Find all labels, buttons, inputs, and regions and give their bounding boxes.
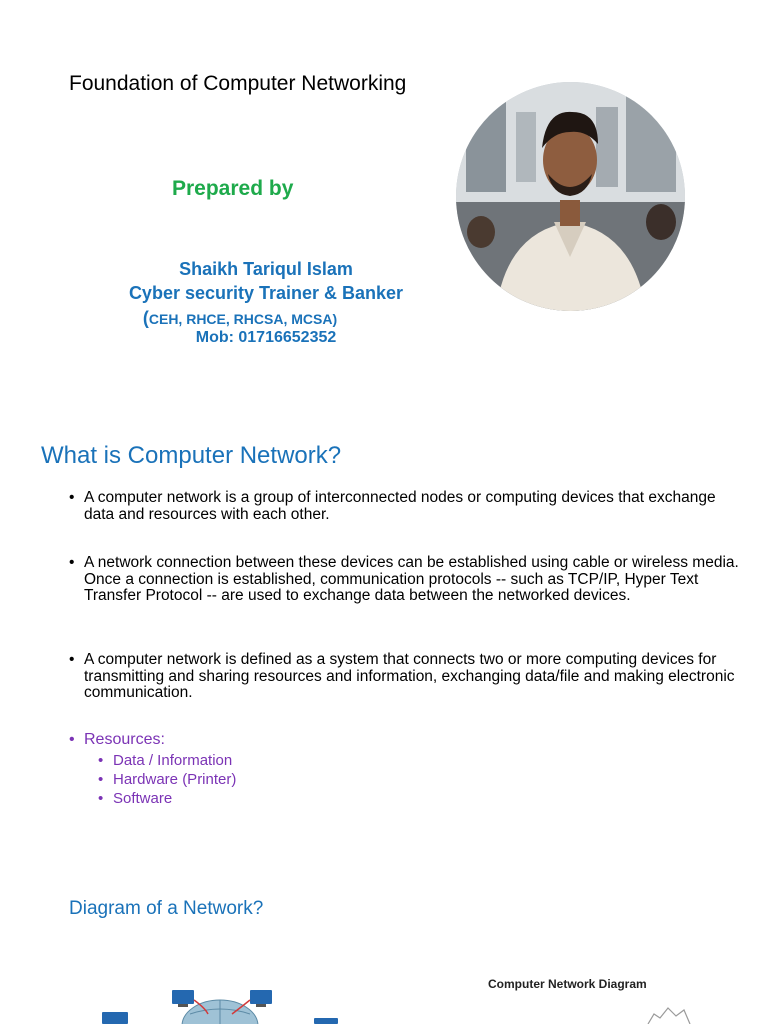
bullet-marker: • <box>69 489 75 506</box>
resources-label: Resources: <box>84 731 165 748</box>
bullet-marker: • <box>98 752 104 769</box>
document-title: Foundation of Computer Networking <box>69 72 407 95</box>
list-item <box>98 751 236 770</box>
bullet-marker: • <box>98 790 104 807</box>
certs-open-paren: ( <box>142 308 149 328</box>
network-globe-illustration <box>90 984 350 1024</box>
bullet-text: A computer network is defined as a system that connects two or more computing devices for transmitting and sharing resources and information, exchanging data/file and making electronic communication. <box>84 651 735 701</box>
definition-bullet <box>69 555 749 605</box>
resource-item-text: Data / Information <box>113 752 233 769</box>
author-mobile: Mob: 01716652352 <box>195 329 337 346</box>
cloud-sketch-illustration <box>640 1004 700 1024</box>
prepared-by-label: Prepared by <box>172 177 294 200</box>
author-name: Shaikh Tariqul Islam <box>179 259 353 279</box>
definition-bullet <box>69 490 749 523</box>
diagram-heading: Diagram of a Network? <box>69 898 264 919</box>
resource-item-text: Software <box>113 790 173 807</box>
bullet-text: A network connection between these devices can be established using cable or wireless media. Once a connection is established, communication protocols -- such as TCP/IP, Hyper Text Transfer Protocol -- are used to exchange data between the networked devices. <box>84 554 739 604</box>
resources-list <box>69 731 236 808</box>
author-photo <box>456 82 685 311</box>
list-item <box>98 770 236 789</box>
bullet-marker: • <box>98 771 104 788</box>
resource-item-text: Hardware (Printer) <box>113 771 237 788</box>
author-photo-illustration <box>456 82 685 311</box>
author-certifications <box>90 308 390 329</box>
diagram-caption: Computer Network Diagram <box>488 977 647 991</box>
author-role: Cyber security Trainer & Banker <box>128 283 404 303</box>
list-item <box>98 789 236 808</box>
definition-bullet <box>69 652 749 702</box>
resources-label-row <box>69 731 236 749</box>
bullet-text: A computer network is a group of interconnected nodes or computing devices that exchange data and resources with each other. <box>84 489 716 523</box>
bullet-marker: • <box>69 554 75 571</box>
section-heading: What is Computer Network? <box>41 442 342 469</box>
resources-items <box>69 751 236 808</box>
certs-text: CEH, RHCE, RHCSA, MCSA) <box>148 311 338 327</box>
bullet-marker: • <box>69 731 75 748</box>
bullet-marker: • <box>69 651 75 668</box>
